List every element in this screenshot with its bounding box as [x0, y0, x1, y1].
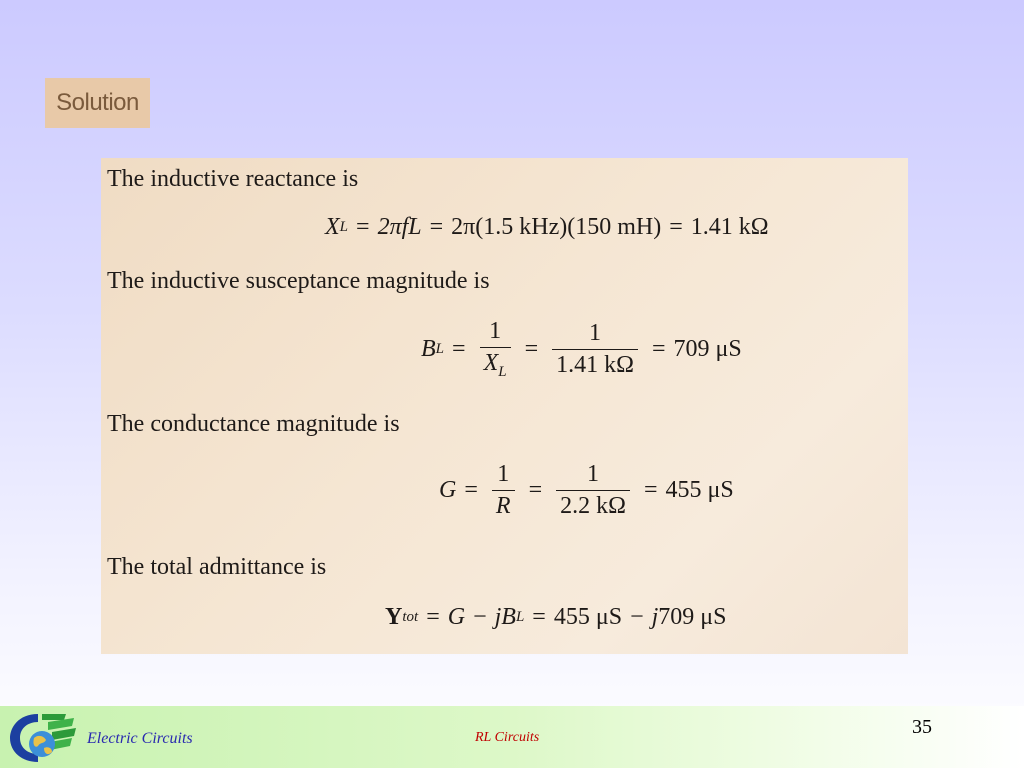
text-conductance: The conductance magnitude is [107, 411, 400, 437]
text-inductive-reactance: The inductive reactance is [107, 166, 359, 192]
solution-heading-label: Solution [56, 89, 139, 116]
globe-logo-icon [8, 710, 78, 764]
fraction-one-over-r: $\frac{1}{R}$ [492, 461, 515, 520]
equation-admittance: Y tot = G − jB L = 455 μS − j 709 μS [385, 604, 727, 630]
equation-susceptance: B L = $\frac{1}{X_L}$ = $\frac{1}{1.41 k\Omega}$ = 709 μS [421, 318, 742, 380]
footer-course-title: Electric Circuits [87, 730, 193, 747]
solution-image [101, 158, 908, 654]
text-susceptance: The inductive susceptance magnitude is [107, 268, 490, 294]
footer-topic-title: RL Circuits [475, 730, 540, 745]
text-total-admittance: The total admittance is [107, 554, 327, 580]
fraction-one-over-xl: $\frac{1}{X_L}$ [480, 318, 511, 381]
fraction-one-over-value: $\frac{1}{1.41 k\Omega}$ [552, 320, 638, 379]
footer-bar [0, 706, 1024, 768]
page-number: 35 [912, 716, 932, 738]
equation-conductance: G = $\frac{1}{R}$ = $\frac{1}{2.2 k\Omega}$ = 455 μS [439, 461, 734, 519]
fraction-one-over-resistance: $\frac{1}{2.2 k\Omega}$ [556, 461, 630, 520]
solution-heading [45, 78, 150, 128]
equation-reactance: X L = 2πfL = 2π(1.5 kHz)(150 mH) = 1.41 kΩ [325, 214, 769, 240]
